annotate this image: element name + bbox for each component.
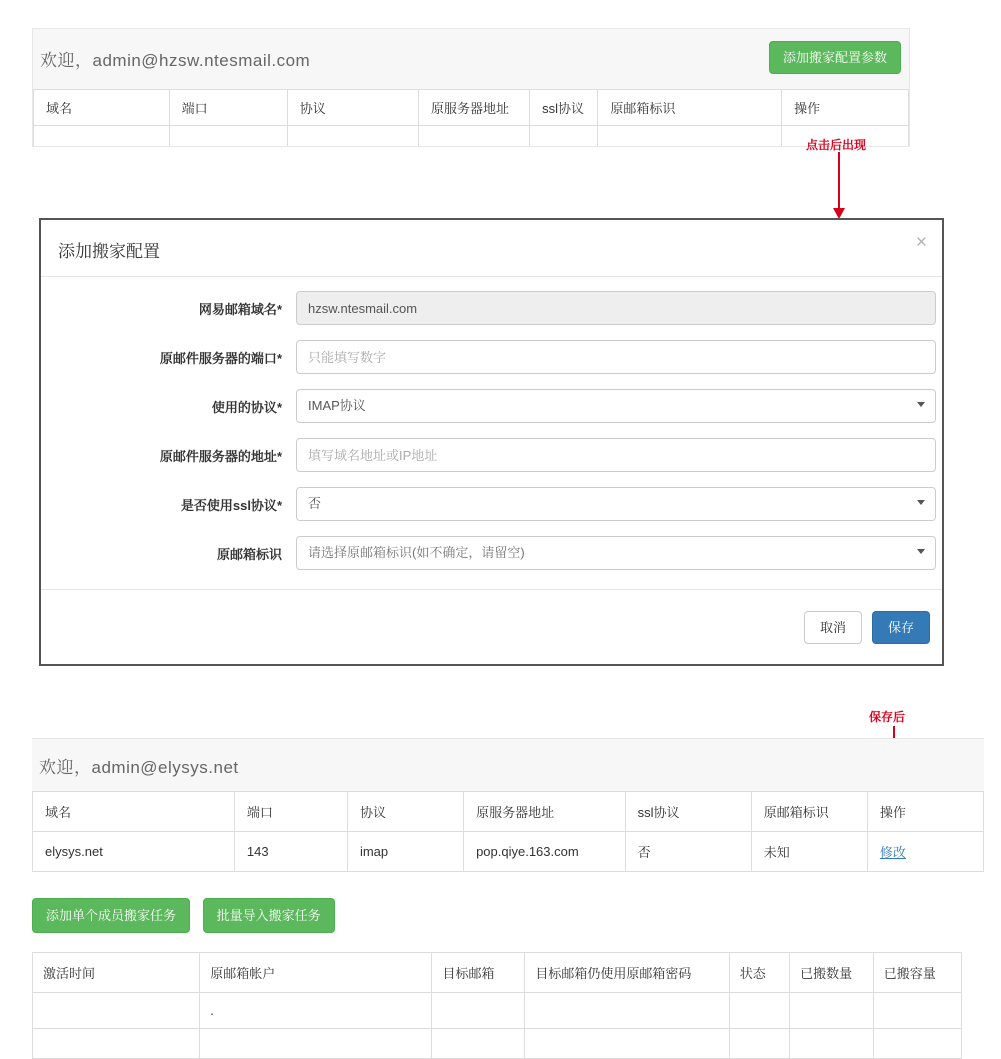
cell-source-account [200,1029,432,1059]
protocol-select[interactable]: IMAP协议 [296,389,936,423]
col-mailbox-mark: 原邮箱标识 [751,792,867,832]
col-server: 原服务器地址 [419,90,530,126]
welcome-text-top: 欢迎，admin@hzsw.ntesmail.com [40,51,311,70]
cell-empty [287,126,418,147]
table-header-row [33,953,962,993]
cell-moved-count [790,993,874,1029]
cell-activation-time [33,1029,200,1059]
top-welcome-row [33,29,909,89]
welcome-text-bottom: 欢迎，admin@elysys.net [39,758,239,777]
cell-port: 143 [234,832,347,872]
save-button[interactable]: 保存 [872,611,930,644]
col-moved-size: 已搬容量 [873,953,961,993]
cell-moved-size [873,993,961,1029]
add-single-member-task-button[interactable]: 添加单个成员搬家任务 [32,898,190,933]
top-config-panel [32,28,910,147]
cell-moved-size [873,1029,961,1059]
col-port: 端口 [169,90,287,126]
cell-status [729,993,789,1029]
cell-domain: elysys.net [33,832,235,872]
field-row-mailbox-mark [41,536,942,570]
label-domain: 网易邮箱域名* [198,301,282,317]
migration-task-area [32,898,984,1059]
table-row [33,993,962,1029]
cell-empty [34,126,170,147]
col-target-mailbox: 目标邮箱 [432,953,525,993]
cell-target-mailbox [432,993,525,1029]
label-protocol: 使用的协议* [211,399,282,415]
task-table-wrap [32,952,962,1059]
cell-empty [419,126,530,147]
col-protocol: 协议 [347,792,463,832]
col-ssl: ssl协议 [625,792,751,832]
mailbox-mark-select[interactable]: 请选择原邮箱标识(如不确定，请留空) [296,536,936,570]
cell-empty [530,126,598,147]
migration-task-table [32,952,962,1059]
add-migration-config-dialog [39,218,944,666]
label-ssl: 是否使用ssl协议* [180,497,282,513]
field-row-port [41,340,942,374]
col-port: 端口 [234,792,347,832]
col-server: 原服务器地址 [464,792,626,832]
col-protocol: 协议 [287,90,418,126]
dialog-footer [41,589,942,667]
cell-same-password [525,1029,729,1059]
bottom-welcome-row [32,739,984,791]
add-migration-config-button[interactable]: 添加搬家配置参数 [769,41,901,74]
dialog-body [41,277,942,589]
table-row [33,832,984,872]
field-row-server [41,438,942,472]
cell-target-mailbox [432,1029,525,1059]
col-source-account: 原邮箱帐户 [200,953,432,993]
col-moved-count: 已搬数量 [790,953,874,993]
protocol-select-wrap[interactable] [296,389,936,423]
close-icon[interactable]: × [915,232,927,253]
cell-action [867,832,983,872]
ssl-select-wrap[interactable] [296,487,936,521]
field-row-protocol [41,389,942,423]
bottom-config-table [32,791,984,872]
label-server: 原邮件服务器的地址* [159,448,282,464]
cell-ssl: 否 [625,832,751,872]
dialog-header [41,220,942,277]
cell-empty [598,126,782,147]
cell-server: pop.qiye.163.com [464,832,626,872]
server-address-input[interactable] [296,438,936,472]
table-row [33,1029,962,1059]
col-domain: 域名 [34,90,170,126]
top-config-table [33,89,909,146]
cell-same-password [525,993,729,1029]
mailbox-mark-select-wrap[interactable] [296,536,936,570]
label-mailbox-mark: 原邮箱标识 [216,546,282,562]
col-same-password: 目标邮箱仍使用原邮箱密码 [525,953,729,993]
table-header-row [33,792,984,832]
label-port: 原邮件服务器的端口* [159,350,282,366]
col-activation-time: 激活时间 [33,953,200,993]
cell-source-account: . [200,993,432,1029]
edit-link[interactable]: 修改 [879,845,906,860]
port-input[interactable] [296,340,936,374]
dialog-title: 添加搬家配置 [58,242,160,261]
col-mailbox-mark: 原邮箱标识 [598,90,782,126]
cell-protocol: imap [347,832,463,872]
domain-input[interactable] [296,291,936,325]
cell-moved-count [790,1029,874,1059]
col-domain: 域名 [33,792,235,832]
annotation-after-save: 保存后 [869,710,906,724]
annotation-click-shows: 点击后出现 [806,138,867,152]
cancel-button[interactable]: 取消 [804,611,862,644]
col-status: 状态 [729,953,789,993]
cell-empty [169,126,287,147]
cell-activation-time [33,993,200,1029]
batch-import-task-button[interactable]: 批量导入搬家任务 [203,898,335,933]
col-ssl: ssl协议 [530,90,598,126]
cell-mailbox-mark: 未知 [751,832,867,872]
table-row [34,126,909,147]
field-row-domain [41,291,942,325]
bottom-config-panel [32,738,984,872]
cell-status [729,1029,789,1059]
annotation-arrow-down-icon [838,152,840,210]
table-header-row [34,90,909,126]
col-action: 操作 [867,792,983,832]
col-action: 操作 [782,90,909,126]
field-row-ssl [41,487,942,521]
ssl-select[interactable]: 否 [296,487,936,521]
